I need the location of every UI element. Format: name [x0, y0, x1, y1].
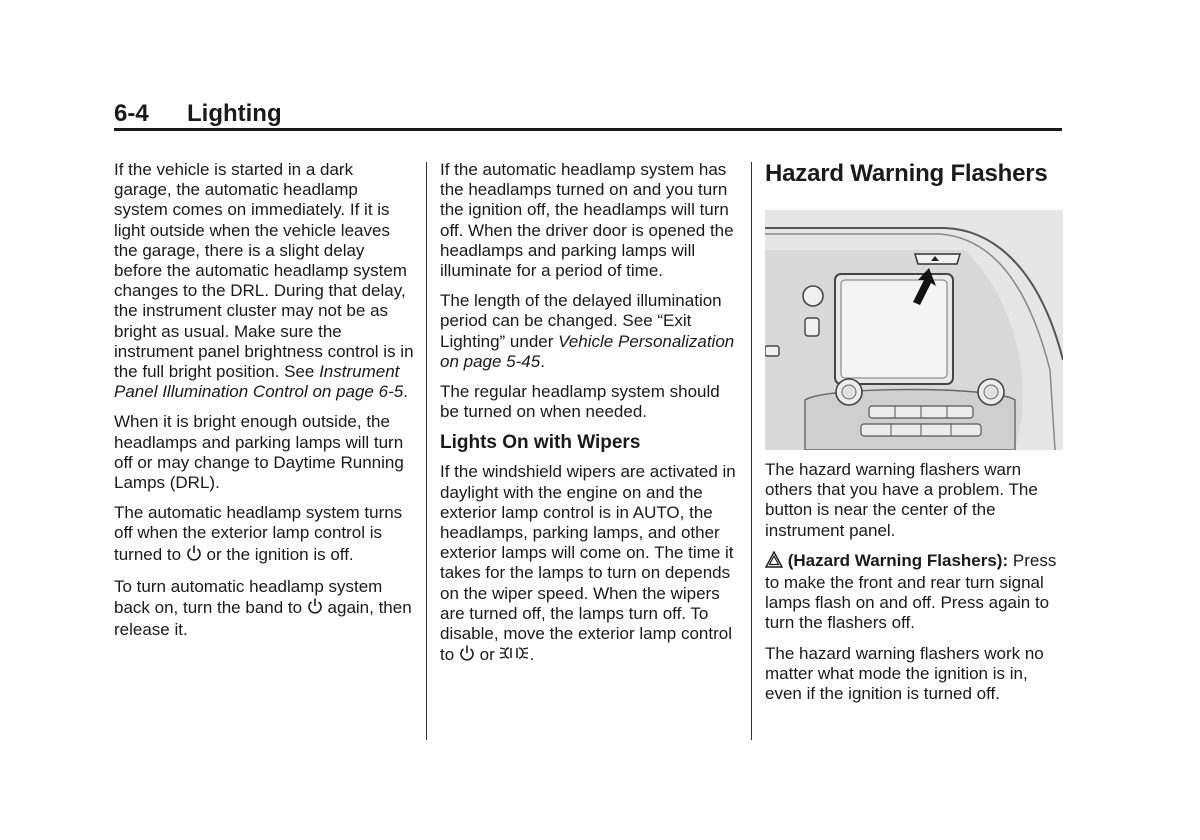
text: If the windshield wipers are activated in daylight with the engine on and the exterior lamp control is in AUTO, the headlamps, parking lamps, and other exterior lamps will come on. The time it takes for the lamps to turn on depends on the wiper speed. When the wipers are turned off, the lamps turn off. To disable, move the exterior lamp control to — [440, 462, 736, 665]
paragraph: The hazard warning flashers work no matter what mode the ignition is in, even if the ignition is turned off. — [765, 643, 1044, 704]
power-off-icon — [186, 544, 202, 567]
column-divider — [426, 162, 427, 740]
column-divider — [751, 162, 752, 740]
paragraph: If the automatic headlamp system has the headlamps turned on and you turn the ignition off, the headlamps will turn off. When the driver door is opened the headlamps and parking lamps will illuminate for a period of time. — [440, 160, 734, 281]
paragraph: The hazard warning flashers warn others that you have a problem. The button is near the center of the instrument panel. — [765, 460, 1038, 540]
hazard-triangle-icon — [765, 551, 783, 573]
cross-reference: Vehicle Personalization on page 5-45 — [440, 331, 735, 371]
power-off-icon — [459, 644, 475, 667]
instrument-panel-illustration — [765, 210, 1063, 450]
text: If the vehicle is started in a dark garage, the automatic headlamp system comes on immediately. If it is light outside when the vehicle leaves the garage, there is a slight delay before the automatic headlamp system changes to the DRL. During that delay, the instrument cluster may not be as bright as usual. Make sure the instrument panel brightness control is in the full bright position. See — [114, 160, 414, 382]
paragraph — [114, 160, 414, 402]
paragraph — [440, 291, 740, 372]
paragraph — [440, 462, 740, 667]
text: . — [529, 645, 535, 665]
header-rule — [114, 128, 1062, 131]
text: again, then release it. — [114, 598, 412, 640]
text: or the ignition is off. — [201, 544, 354, 564]
column-3 — [765, 160, 1065, 714]
subheading: Lights On with Wipers — [440, 432, 641, 454]
control-label: (Hazard Warning Flashers): — [783, 550, 1009, 570]
page-number: 6-4 — [114, 100, 149, 127]
parking-lamp-icon — [499, 644, 529, 667]
text: The length of the delayed illumination period can be changed. See “Exit Lighting” under — [440, 291, 722, 351]
paragraph: When it is bright enough outside, the headlamps and parking lamps will turn off or may change to Daytime Running Lamps (DRL). — [114, 412, 404, 493]
paragraph — [765, 551, 1065, 634]
section-heading: Hazard Warning Flashers — [765, 160, 1048, 187]
section-title: Lighting — [187, 100, 282, 127]
text: The automatic headlamp system turns off when the exterior lamp control is turned to — [114, 503, 403, 564]
paragraph — [114, 503, 414, 567]
power-off-icon — [307, 597, 323, 620]
text: Press to make the front and rear turn signal lamps flash on and off. Press again to turn the flashers off. — [765, 550, 1057, 633]
text: . — [540, 351, 545, 371]
paragraph — [114, 577, 414, 641]
text: . — [403, 382, 408, 402]
column-2 — [440, 160, 740, 677]
column-1 — [114, 160, 414, 650]
cross-reference: Instrument Panel Illumination Control on page 6-5 — [114, 362, 404, 402]
text: To turn automatic headlamp system back on, turn the band to — [114, 576, 383, 618]
text: or — [474, 645, 500, 665]
paragraph: The regular headlamp system should be turned on when needed. — [440, 382, 720, 422]
